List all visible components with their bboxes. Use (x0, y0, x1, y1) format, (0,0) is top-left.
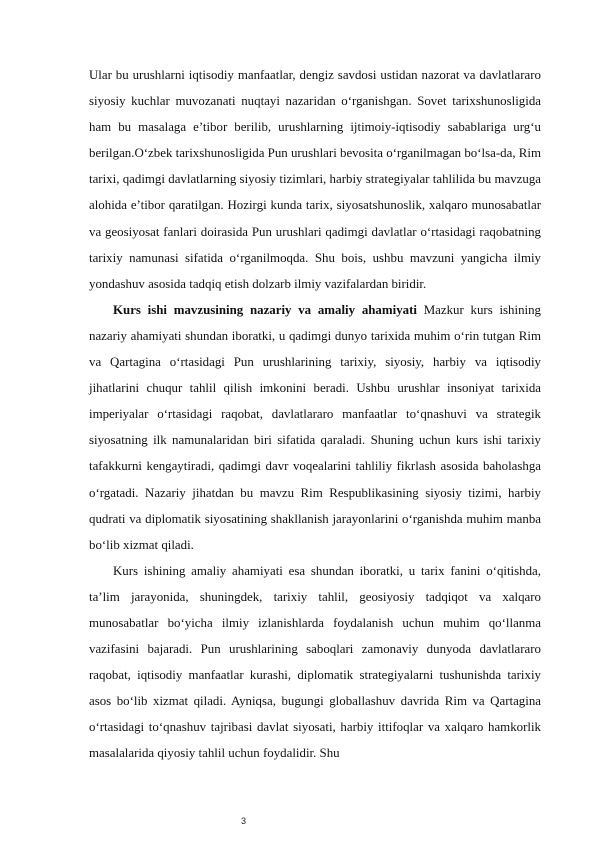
paragraph-significance (89, 297, 541, 558)
section-heading: Kurs ishi mavzusining nazariy va amaliy ahamiyati (113, 302, 417, 317)
paragraph-intro-text: Ular bu urushlarni iqtisodiy manfaatlar, dengiz savdosi ustidan nazorat va davlatlararo siyosiy kuchlar muvozanati nuqtayi nazaridan o‘rganishgan. Sovet tarixshunosligida ham bu masalaga e’tibor berilib, urushlarning ijtimoiy-iqtisodiy sabablariga urg‘u berilgan.O‘zbek tarixshunosligida Pun urushlari bevosita o‘rganilmagan bo‘lsa-da, Rim tarixi, qadimgi davlatlarning siyosiy tizimlari, harbiy strategiyalar tahlilida bu mavzuga alohida e’tibor qaratilgan. Hozirgi kunda tarix, siyosatshunoslik, xalqaro munosabatlar va geosiyosat fanlari doirasida Pun urushlari qadimgi davlatlar o‘rtasidagi raqobatning tarixiy namunasi sifatida o‘rganilmoqda. Shu bois, ushbu mavzuni yangicha ilmiy yondashuv asosida tadqiq etish dolzarb ilmiy vazifalardan biridir. (89, 68, 541, 291)
paragraph-intro (89, 62, 541, 297)
document-page (89, 62, 541, 767)
paragraph-practical-text: Kurs ishining amaliy ahamiyati esa shundan iboratki, u tarix fanini o‘qitishda, ta’lim jarayonida, shuningdek, tarixiy tahlil, geosiyosiy tadqiqot va xalqaro munosabatlar bo‘yicha ilmiy izlanishlarda foydalanish uchun muhim qo‘llanma vazifasini bajaradi. Pun urushlarining saboqlari zamonaviy dunyoda davlatlararo raqobat, iqtisodiy manfaatlar kurashi, diplomatik strategiyalarni tushunishda tarixiy asos bo‘lib xizmat qiladi. Ayniqsa, bugungi globallashuv davrida Rim va Qartagina o‘rtasidagi to‘qnashuv tajribasi davlat siyosati, harbiy ittifoqlar va xalqaro hamkorlik masalalarida qiyosiy tahlil uchun foydalidir. Shu (89, 563, 541, 761)
page-number: 3 (241, 816, 247, 826)
paragraph-significance-text: Mazkur kurs ishining nazariy ahamiyati shundan iboratki, u qadimgi dunyo tarixida muhim o‘rin tutgan Rim va Qartagina o‘rtasidagi Pun urushlarining tarixiy, siyosiy, harbiy va iqtisodiy jihatlarini chuqur tahlil qilish imkonini beradi. Ushbu urushlar insoniyat tarixida imperiyalar o‘rtasidagi raqobat, davlatlararo manfaatlar to‘qnashuvi va strategik siyosatning ilk namunalaridan biri sifatida qaraladi. Shuning uchun kurs ishi tarixiy tafakkurni kengaytiradi, qadimgi davr voqealarini tahliliy fikrlash asosida baholashga o‘rgatadi. Nazariy jihatdan bu mavzu Rim Respublikasining siyosiy tizimi, harbiy qudrati va diplomatik siyosatining shakllanish jarayonlarini o‘rganishda muhim manba bo‘lib xizmat qiladi. (89, 302, 541, 552)
paragraph-practical (89, 558, 541, 767)
